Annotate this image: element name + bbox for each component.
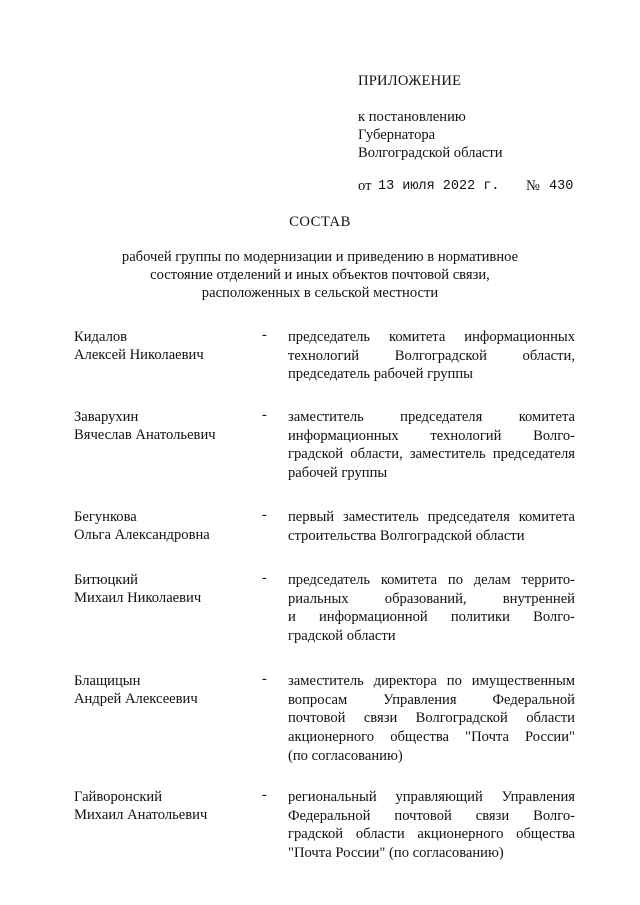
member-name: [74, 408, 216, 444]
role-line: (по согласованию): [288, 747, 403, 764]
role-line: первый заместитель председателя комитета: [288, 509, 575, 525]
member-name: [74, 508, 210, 544]
member-role: [288, 788, 575, 863]
member-surname: Заварухин: [74, 409, 139, 425]
role-line: Федеральной почтовой связи Волго-: [288, 807, 575, 824]
decree-date: 13 июля 2022 г.: [378, 179, 500, 194]
appendix-line: Губернатора: [358, 127, 436, 143]
subtitle-line: рабочей группы по модернизации и приведению в нормативное: [121, 249, 519, 265]
decree-number: 430: [549, 179, 574, 194]
role-line: градской области, заместитель председателя: [288, 446, 575, 463]
member-surname: Блащицын: [74, 673, 141, 689]
decree-number-sign: №: [526, 178, 540, 194]
role-line: риальных образований, внутренней: [288, 590, 575, 607]
role-line: заместитель директора по имущественным: [288, 673, 575, 689]
role-line: технологий Волгоградской области,: [288, 347, 575, 364]
member-given-names: Андрей Алексеевич: [74, 691, 198, 707]
member-role: [288, 571, 575, 646]
subtitle-line: расположенных в сельской местности: [201, 285, 439, 301]
member-name: [74, 328, 204, 364]
member-role: [288, 328, 575, 384]
member-surname: Гайворонский: [74, 789, 163, 805]
role-line: вопросам Управления Федеральной: [288, 691, 575, 708]
role-line: и информационной политики Волго-: [288, 609, 575, 626]
member-dash: -: [262, 671, 267, 687]
member-dash: -: [262, 327, 267, 343]
appendix-line: к постановлению: [358, 109, 466, 125]
member-surname: Битюцкий: [74, 572, 138, 588]
member-role: [288, 408, 575, 483]
member-given-names: Ольга Александровна: [74, 527, 210, 543]
member-given-names: Алексей Николаевич: [74, 347, 204, 363]
appendix-line: Волгоградской области: [358, 145, 503, 161]
appendix-header: ПРИЛОЖЕНИЕ: [358, 73, 462, 89]
member-role: [288, 672, 575, 766]
role-line: градской области: [288, 628, 396, 645]
member-dash: -: [262, 507, 267, 523]
role-line: рабочей группы: [288, 465, 388, 482]
role-line: региональный управляющий Управления: [288, 789, 575, 805]
member-dash: -: [262, 407, 267, 423]
member-given-names: Михаил Анатольевич: [74, 807, 208, 823]
member-surname: Кидалов: [74, 329, 128, 345]
decree-date-prefix: от: [358, 178, 372, 194]
role-line: строительства Волгоградской области: [288, 527, 525, 544]
role-line: председатель комитета по делам террито-: [288, 572, 575, 588]
member-name: [74, 571, 201, 607]
member-name: [74, 672, 198, 708]
role-line: акционерного общества "Почта России": [288, 729, 575, 746]
member-name: [74, 788, 207, 824]
document-title: СОСТАВ: [289, 214, 351, 230]
role-line: градской области акционерного общества: [288, 826, 575, 843]
document-subtitle: [100, 248, 540, 302]
role-line: информационных технологий Волго-: [288, 427, 575, 444]
member-dash: -: [262, 787, 267, 803]
role-line: почтовой связи Волгоградской области: [288, 710, 575, 727]
subtitle-line: состояние отделений и иных объектов почтовой связи,: [150, 267, 490, 283]
role-line: председатель комитета информационных: [288, 329, 575, 345]
member-given-names: Михаил Николаевич: [74, 590, 202, 606]
role-line: "Почта России" (по согласованию): [288, 845, 504, 862]
role-line: заместитель председателя комитета: [288, 409, 575, 425]
member-surname: Бегункова: [74, 509, 137, 525]
member-given-names: Вячеслав Анатольевич: [74, 427, 216, 443]
member-dash: -: [262, 570, 267, 586]
role-line: председатель рабочей группы: [288, 366, 473, 383]
decree-date-line: [358, 178, 580, 196]
member-role: [288, 508, 575, 545]
